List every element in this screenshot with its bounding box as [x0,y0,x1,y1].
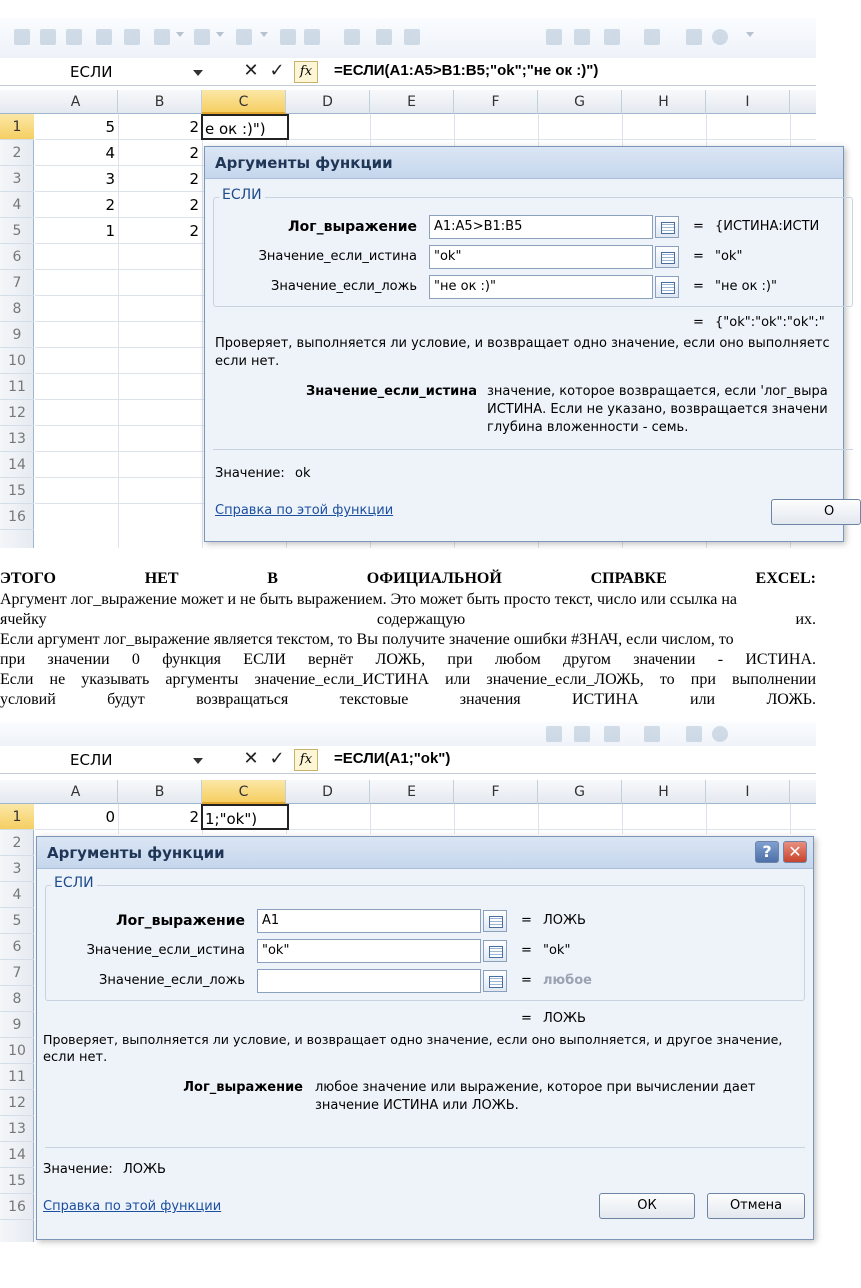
name-box-value: ЕСЛИ [70,751,113,769]
value-if-true-input[interactable]: "ok" [257,939,481,963]
row-header[interactable]: 8 [0,986,34,1012]
arg-equals: = [693,249,704,264]
parameter-name: Значение_если_истина [305,384,477,399]
row-header[interactable]: 14 [0,452,34,478]
value-if-false-result: любое [543,973,592,988]
formula-bar [0,58,816,86]
cell-a2[interactable]: 4 [105,144,115,162]
cell-b1[interactable]: 2 [189,808,199,826]
function-name: ЕСЛИ [219,187,265,203]
paragraph-line: при значении 0 функция ЕСЛИ вернёт ЛОЖЬ, при любом другом значении - ИСТИНА. [0,651,816,668]
function-description-cont: если нет. [43,1050,108,1065]
column-header-e[interactable]: E [370,780,454,804]
row-header[interactable]: 13 [0,1116,34,1142]
cancel-edit-icon[interactable]: ✕ [243,60,259,81]
confirm-edit-icon[interactable]: ✓ [269,748,285,769]
arg-equals: = [521,913,532,928]
row-header[interactable]: 10 [0,1038,34,1064]
paragraph-word: условий [0,691,56,708]
undo-icon[interactable] [154,29,170,45]
value-if-false-result: "не ок :)" [715,279,777,294]
cell-a3[interactable]: 3 [105,170,115,188]
row-header[interactable]: 12 [0,400,34,426]
column-header-c[interactable]: C [202,780,286,804]
row-header[interactable]: 16 [0,1194,34,1220]
column-header-g[interactable]: G [538,780,622,804]
formula-input[interactable]: =ЕСЛИ(A1:A5>B1:B5;"ok";"не ок :)") [334,62,599,79]
arg-equals: = [693,279,704,294]
globe-icon[interactable] [712,726,728,742]
undo-dropdown-icon[interactable] [176,32,184,37]
paragraph-word: текстовые [339,691,409,708]
arg-label-logical-test: Лог_выражение [116,913,245,929]
column-header-a[interactable]: A [34,780,118,804]
heading-word: ОФИЦИАЛЬНОЙ [366,570,502,587]
row-header[interactable]: 15 [0,478,34,504]
help-icon[interactable]: ? [755,841,779,863]
cell-b3[interactable]: 2 [189,170,199,188]
insert-function-button[interactable]: fx [294,61,318,83]
function-description: Проверяет, выполняется ли условие, и возвращает одно значение, если оно выполняетс [215,336,830,351]
row-header[interactable]: 11 [0,374,34,400]
row-header[interactable]: 13 [0,426,34,452]
name-box[interactable] [0,748,210,772]
cancel-edit-icon[interactable]: ✕ [243,748,259,769]
logical-test-input[interactable]: A1 [257,909,481,933]
range-select-icon[interactable] [483,910,507,932]
row-header[interactable]: 6 [0,934,34,960]
row-header[interactable]: 6 [0,244,34,270]
column-header-b[interactable]: B [118,780,202,804]
refresh-icon[interactable] [686,29,702,45]
row-header[interactable]: 4 [0,192,34,218]
sort-icon[interactable] [604,29,620,45]
total-equals: = [693,315,704,330]
insert-function-button[interactable]: fx [294,749,318,771]
parameter-description: любое значение или выражение, которое при вычислении дает [315,1080,756,1095]
active-cell-c1[interactable]: 1;"ok") [201,804,289,830]
paragraph-line [0,610,816,630]
cell-b5[interactable]: 2 [189,222,199,240]
arg-label-value-if-true: Значение_если_истина [258,249,417,264]
cell-grid[interactable] [35,804,816,834]
logical-test-input[interactable]: A1:A5>B1:B5 [429,215,653,239]
close-icon[interactable]: ✕ [783,841,807,863]
arg-equals: = [521,943,532,958]
logical-test-result: ЛОЖЬ [543,913,586,928]
chart-icon[interactable] [304,29,320,45]
dialog-title[interactable] [37,837,813,869]
cell-a1[interactable]: 0 [105,808,115,826]
column-header-d[interactable]: D [286,780,370,804]
value-if-true-input[interactable]: "ok" [429,245,653,269]
paragraph-word: возвращаться [196,691,289,708]
column-header-h[interactable]: H [622,90,706,114]
grid-icon[interactable] [644,29,660,45]
paragraph-word: ИСТИНА [572,691,639,708]
help-link[interactable]: Справка по этой функции [43,1199,222,1214]
dialog-title[interactable]: Аргументы функции [205,147,843,179]
arg-label-value-if-false: Значение_если_ложь [271,279,417,294]
row-header[interactable]: 2 [0,830,34,856]
row-header[interactable]: 16 [0,504,34,530]
row-header[interactable]: 9 [0,1012,34,1038]
refresh-icon[interactable] [686,726,702,742]
value-label: Значение: [215,466,285,481]
ok-button[interactable]: ОК [599,1193,695,1219]
cell-a5[interactable]: 1 [105,222,115,240]
cancel-button[interactable]: Отмена [707,1193,805,1219]
column-header-h[interactable]: H [622,780,706,804]
paragraph-word: значения [459,691,521,708]
function-arguments-dialog [36,836,814,1240]
column-header-f[interactable]: F [454,780,538,804]
row-header[interactable]: 15 [0,1168,34,1194]
arg-equals: = [521,973,532,988]
globe-icon[interactable] [712,29,728,45]
column-header-i[interactable]: I [706,90,790,114]
arg-label-value-if-false: Значение_если_ложь [99,973,245,988]
column-header-f[interactable]: F [454,90,538,114]
heading-word: ЭТОГО [0,570,56,587]
name-box[interactable] [0,60,210,84]
cell-b2[interactable]: 2 [189,144,199,162]
column-headers [0,780,816,804]
value-if-true-result: "ok" [543,943,571,958]
row-headers [0,114,34,548]
paragraph-word: будут [107,691,145,708]
value-if-true-result: "ok" [715,249,743,264]
heading-word: EXCEL: [755,570,816,587]
ok-button[interactable]: О [771,499,861,525]
row-header[interactable]: 9 [0,322,34,348]
arrow-icon[interactable] [546,726,562,742]
note-heading [0,568,816,590]
value-result: ok [295,466,311,481]
redo-icon[interactable] [194,29,210,45]
column-header-a[interactable]: A [34,90,118,114]
value-if-false-input[interactable]: "не ок :)" [429,275,653,299]
heading-word: НЕТ [144,570,179,587]
print-icon[interactable] [96,29,112,45]
toolbar-more-icon[interactable] [746,32,754,37]
total-equals: = [521,1011,532,1026]
row-header[interactable]: 8 [0,296,34,322]
name-box-dropdown-icon[interactable] [193,758,203,764]
parameter-description-cont: значение ИСТИНА или ЛОЖЬ. [315,1098,519,1113]
paragraph-word: ЛОЖЬ. [766,691,816,708]
row-header[interactable]: 7 [0,960,34,986]
zoom-icon[interactable] [280,29,296,45]
name-box-dropdown-icon[interactable] [193,70,203,76]
camera-icon[interactable] [344,29,360,45]
column-headers [0,90,816,114]
arg-label-logical-test: Лог_выражение [288,219,417,235]
help-link[interactable]: Справка по этой функции [215,503,394,518]
function-description-cont: если нет. [215,354,280,369]
row-header[interactable]: 4 [0,882,34,908]
cell-a1[interactable]: 5 [105,118,115,136]
column-header-g[interactable]: G [538,90,622,114]
range-select-icon[interactable] [483,940,507,962]
formula-result: {"ok":"ok":"ok":" [715,315,825,330]
sort-icon[interactable] [604,726,620,742]
paragraph-word: или [690,691,716,708]
article-text [0,568,816,710]
arg-equals: = [693,219,704,234]
formula-input[interactable]: =ЕСЛИ(A1;"ok") [334,750,451,767]
row-header[interactable]: 3 [0,856,34,882]
row-header[interactable]: 5 [0,908,34,934]
parameter-description: значение, которое возвращается, если 'лог_выра [487,384,828,399]
table-icon[interactable] [404,29,420,45]
cell-a4[interactable]: 2 [105,196,115,214]
copy-icon[interactable] [66,29,82,45]
formula-result: ЛОЖЬ [543,1011,586,1026]
row-header[interactable]: 14 [0,1142,34,1168]
heading-word: В [267,570,278,587]
row-header[interactable]: 5 [0,218,34,244]
paragraph-line: Если аргумент лог_выражение является текстом, то Вы получите значение ошибки #ЗНАЧ, если числом, то [0,631,734,648]
row-header[interactable]: 11 [0,1064,34,1090]
column-header-e[interactable]: E [370,90,454,114]
paragraph-word: содержащую [376,611,466,628]
column-header-d[interactable]: D [286,90,370,114]
parameter-description-cont: глубина вложенности - семь. [487,420,689,435]
function-description: Проверяет, выполняется ли условие, и возвращает одно значение, если оно выполняется, и другое значение, [43,1032,783,1047]
row-header[interactable]: 12 [0,1090,34,1116]
paragraph-line [0,690,816,710]
grid-icon[interactable] [644,726,660,742]
home-icon[interactable] [376,29,392,45]
paragraph-line: Аргумент лог_выражение может и не быть выражением. Это может быть просто текст, число или ссылка на [0,591,738,608]
value-result: ЛОЖЬ [123,1162,166,1177]
preview-icon[interactable] [124,29,140,45]
cell-b1[interactable]: 2 [189,118,199,136]
redo-dropdown-icon[interactable] [216,32,224,37]
column-header-b[interactable]: B [118,90,202,114]
arrow-icon[interactable] [546,29,562,45]
function-arguments-dialog [204,146,844,542]
logical-test-result: {ИСТИНА:ИСТИ [715,219,820,234]
sheet-icon[interactable] [574,29,590,45]
pi-dropdown-icon[interactable] [260,32,268,37]
column-header-c[interactable]: C [202,90,286,114]
value-if-false-input[interactable] [257,969,481,993]
new-icon[interactable] [40,29,56,45]
row-header[interactable]: 1 [0,114,34,140]
paragraph-word: ячейку [0,611,47,628]
range-select-icon[interactable] [483,970,507,992]
name-box-value: ЕСЛИ [70,63,113,81]
paragraph-word: их. [795,611,816,628]
excel-screenshot-2 [0,722,816,1242]
sheet-icon[interactable] [574,726,590,742]
dialog-title-text: Аргументы функции [47,844,225,862]
excel-screenshot-1 [0,0,835,548]
heading-word: СПРАВКЕ [590,570,667,587]
row-header[interactable]: 3 [0,166,34,192]
paragraph-line: Если не указывать аргументы значение_если_ИСТИНА или значение_если_ЛОЖЬ, то при выполнении [0,671,816,688]
value-label: Значение: [43,1162,113,1177]
parameter-description-cont: ИСТИНА. Если не указано, возвращается значени [487,402,828,417]
confirm-edit-icon[interactable]: ✓ [269,60,285,81]
row-header[interactable]: 2 [0,140,34,166]
formula-bar [0,746,816,774]
cell-b4[interactable]: 2 [189,196,199,214]
quick-access-toolbar [0,18,816,58]
pi-icon[interactable] [236,29,252,45]
range-select-icon[interactable] [655,216,679,238]
range-select-icon[interactable] [655,246,679,268]
function-name: ЕСЛИ [51,875,97,891]
quick-access-toolbar [0,722,816,748]
arg-label-value-if-true: Значение_если_истина [86,943,245,958]
row-header[interactable]: 1 [0,804,34,830]
column-header-i[interactable]: I [706,780,790,804]
row-header[interactable]: 10 [0,348,34,374]
row-header[interactable]: 7 [0,270,34,296]
save-icon[interactable] [14,29,30,45]
range-select-icon[interactable] [655,276,679,298]
row-headers [0,804,34,1242]
active-cell-c1[interactable]: e ок :)") [201,114,289,140]
parameter-name: Лог_выражение [183,1080,303,1095]
